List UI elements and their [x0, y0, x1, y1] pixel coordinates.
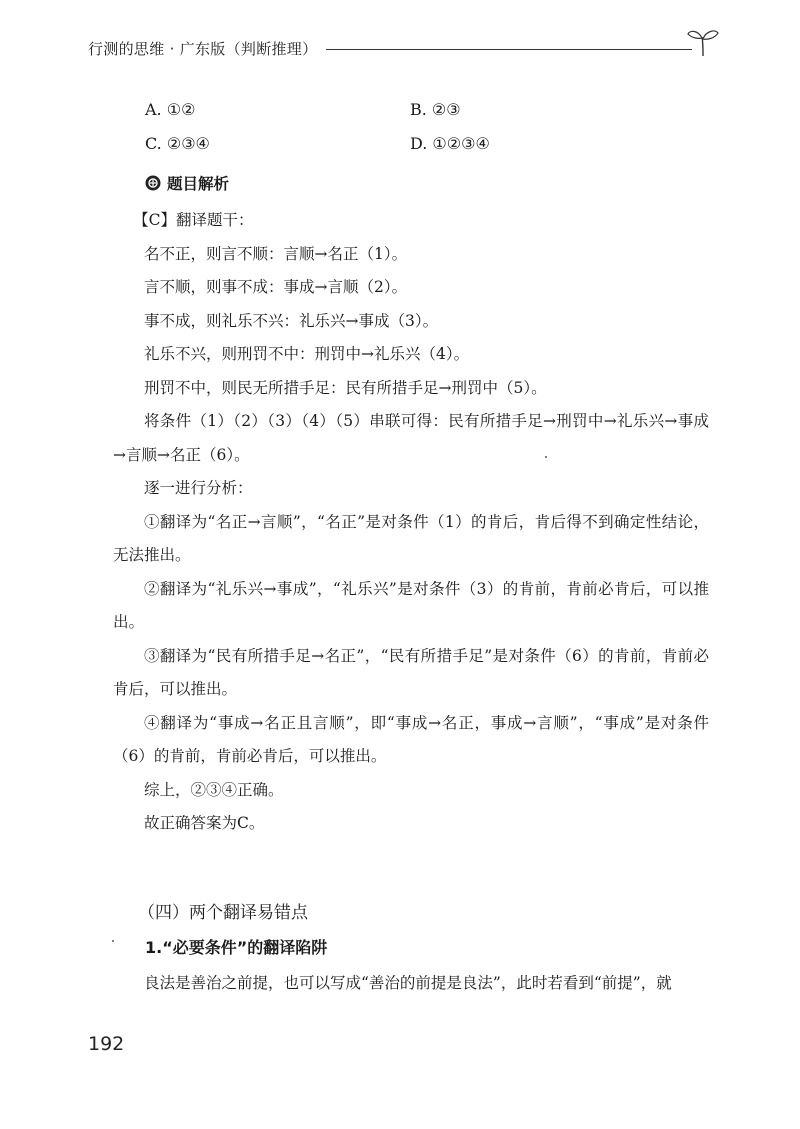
paragraph-7: 将条件（1）（2）（3）（4）（5）串联可得：民有所措手足→刑罚中→礼乐兴→事成→言顺→名正（6）。 — [113, 412, 709, 464]
analysis-body — [113, 204, 709, 841]
subsubsection-heading: 1.“必要条件”的翻译陷阱 — [145, 938, 328, 957]
paragraph-10: ②翻译为“礼乐兴→事成”，“礼乐兴”是对条件（3）的肯前，肯前必肯后，可以推出。 — [113, 579, 709, 631]
option-c: C. ②③④ — [145, 134, 210, 153]
paragraph-13: 综上，②③④正确。 — [144, 780, 284, 799]
answer-options — [145, 100, 705, 168]
paragraph-9: ①翻译为“名正→言顺”，“名正”是对条件（1）的肯后，肯后得不到确定性结论，无法推出。 — [113, 512, 709, 564]
running-header-title: 行测的思维 · 广东版（判断推理） — [88, 40, 318, 58]
analysis-heading — [145, 172, 229, 194]
page-number: 192 — [88, 1033, 125, 1055]
paragraph-1: 【C】翻译题干： — [133, 211, 254, 229]
header-rule — [326, 49, 692, 50]
option-b: B. ②③ — [410, 100, 461, 119]
analysis-heading-text: 题目解析 — [167, 175, 230, 193]
scan-speck — [112, 940, 114, 942]
subsection-heading: （四）两个翻译易错点 — [138, 903, 308, 923]
paragraph-4: 事不成，则礼乐不兴：礼乐兴→事成（3）。 — [144, 311, 439, 330]
option-d: D. ①②③④ — [410, 134, 490, 153]
option-a: A. ①② — [145, 100, 196, 119]
paragraph-12: ④翻译为“事成→名正且言顺”，即“事成→名正，事成→言顺”，“事成”是对条件（6）的肯前，肯前必肯后，可以推出。 — [113, 713, 709, 765]
scan-speck — [545, 456, 547, 458]
section-badge-icon — [145, 175, 161, 191]
options-row-2 — [145, 134, 705, 168]
paragraph-6: 刑罚不中，则民无所措手足：民有所措手足→刑罚中（5）。 — [144, 378, 547, 397]
paragraph-5: 礼乐不兴，则刑罚不中：刑罚中→礼乐兴（4）。 — [144, 345, 470, 363]
paragraph-3: 言不顺，则事不成：事成→言顺（2）。 — [144, 278, 408, 296]
closing-paragraph: 良法是善治之前提，也可以写成“善治的前提是良法”，此时若看到“前提”，就 — [144, 974, 672, 992]
running-header — [88, 26, 720, 66]
paragraph-14: 故正确答案为C。 — [144, 814, 265, 832]
paragraph-8: 逐一进行分析： — [144, 479, 253, 497]
sprout-icon — [686, 26, 720, 58]
paragraph-11: ③翻译为“民有所措手足→名正”，“民有所措手足”是对条件（6）的肯前，肯前必肯后，可以推出。 — [113, 646, 709, 698]
options-row-1 — [145, 100, 705, 134]
paragraph-2: 名不正，则言不顺：言顺→名正（1）。 — [144, 244, 408, 263]
